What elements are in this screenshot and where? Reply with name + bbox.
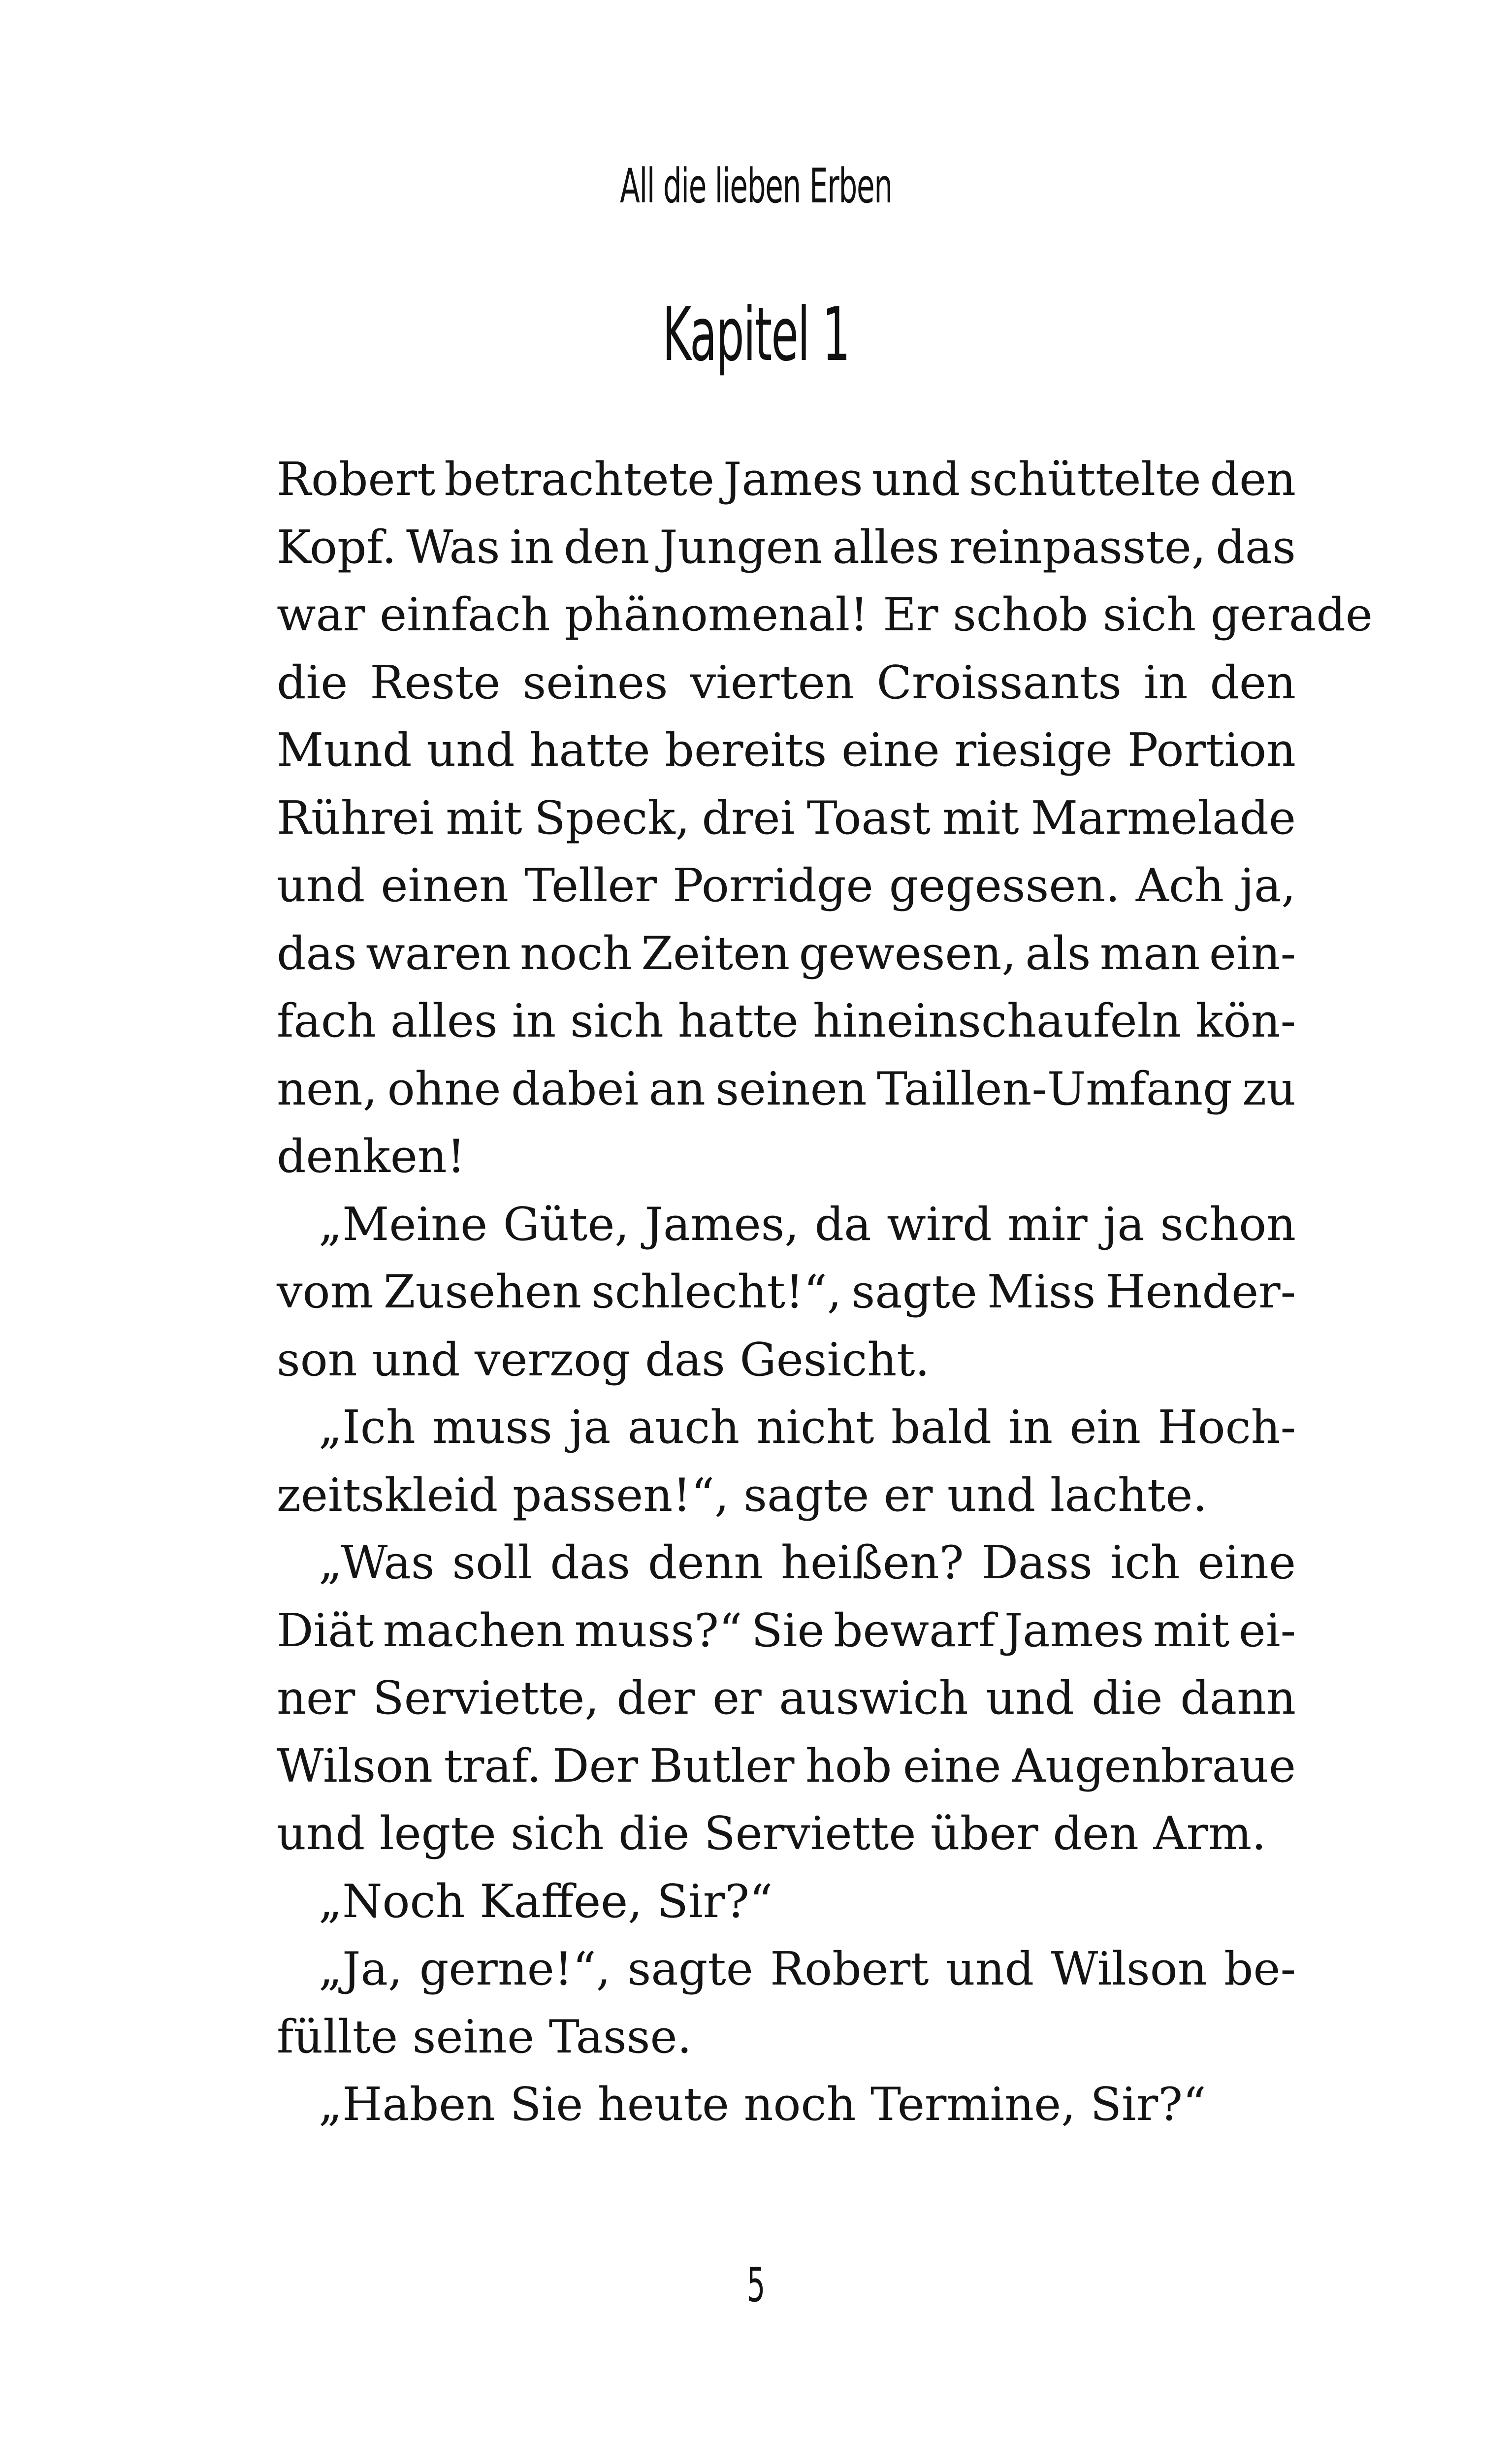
text-line: Wilson traf. Der Butler hob eine Augenbraue — [277, 1739, 1296, 1792]
text-line: denken! — [277, 1130, 466, 1183]
text-line: „Ich muss ja auch nicht bald in ein Hoch- — [319, 1401, 1296, 1454]
chapter-title: Kapitel 1 — [662, 292, 850, 378]
paragraph — [277, 1394, 1296, 1529]
text-line: war einfach phänomenal! Er schob sich gerade — [277, 588, 1373, 641]
text-line: „Meine Güte, James, da wird mir ja schon — [319, 1197, 1296, 1251]
paragraph — [277, 1935, 1296, 2071]
text-line: „Ja, gerne!“, sagte Robert und Wilson be- — [319, 1942, 1296, 1995]
text-line: Diät machen muss?“ Sie bewarf James mit ei- — [277, 1603, 1296, 1657]
body-text — [277, 446, 1373, 2139]
text-line: „Was soll das denn heißen? Dass ich eine — [319, 1536, 1296, 1589]
paragraph — [277, 1868, 1296, 1936]
page-number: 5 — [746, 2257, 766, 2313]
text-line: Mund und hatte bereits eine riesige Portion — [277, 723, 1296, 777]
text-line: die Reste seines vierten Croissants in den — [277, 655, 1296, 709]
text-line: Robert betrachtete James und schüttelte den — [277, 453, 1296, 506]
running-head: All die lieben Erben — [620, 159, 892, 214]
text-line: das waren noch Zeiten gewesen, als man ein- — [277, 926, 1296, 980]
text-line: zeitskleid passen!“, sagte er und lachte. — [277, 1468, 1208, 1522]
text-line: „Haben Sie heute noch Termine, Sir?“ — [319, 2078, 1206, 2131]
paragraph — [277, 1191, 1296, 1394]
paragraph — [277, 1529, 1296, 1868]
text-line: Kopf. Was in den Jungen alles reinpasste, das — [277, 520, 1296, 574]
paragraph — [277, 2071, 1296, 2139]
paragraph — [277, 446, 1373, 1191]
text-line: vom Zusehen schlecht!“, sagte Miss Hender- — [277, 1265, 1296, 1318]
text-line: füllte seine Tasse. — [277, 2010, 692, 2063]
text-line: ner Serviette, der er auswich und die dann — [277, 1671, 1296, 1725]
text-line: und legte sich die Serviette über den Arm. — [277, 1807, 1266, 1860]
text-line: Rührei mit Speck, drei Toast mit Marmelade — [277, 791, 1296, 845]
text-line: son und verzog das Gesicht. — [277, 1333, 930, 1386]
text-line: nen, ohne dabei an seinen Taillen-Umfang zu — [277, 1062, 1296, 1115]
text-line: fach alles in sich hatte hineinschaufeln kön- — [277, 994, 1296, 1047]
text-line: und einen Teller Porridge gegessen. Ach ja, — [277, 859, 1296, 912]
text-line: „Noch Kaffee, Sir?“ — [319, 1874, 773, 1928]
